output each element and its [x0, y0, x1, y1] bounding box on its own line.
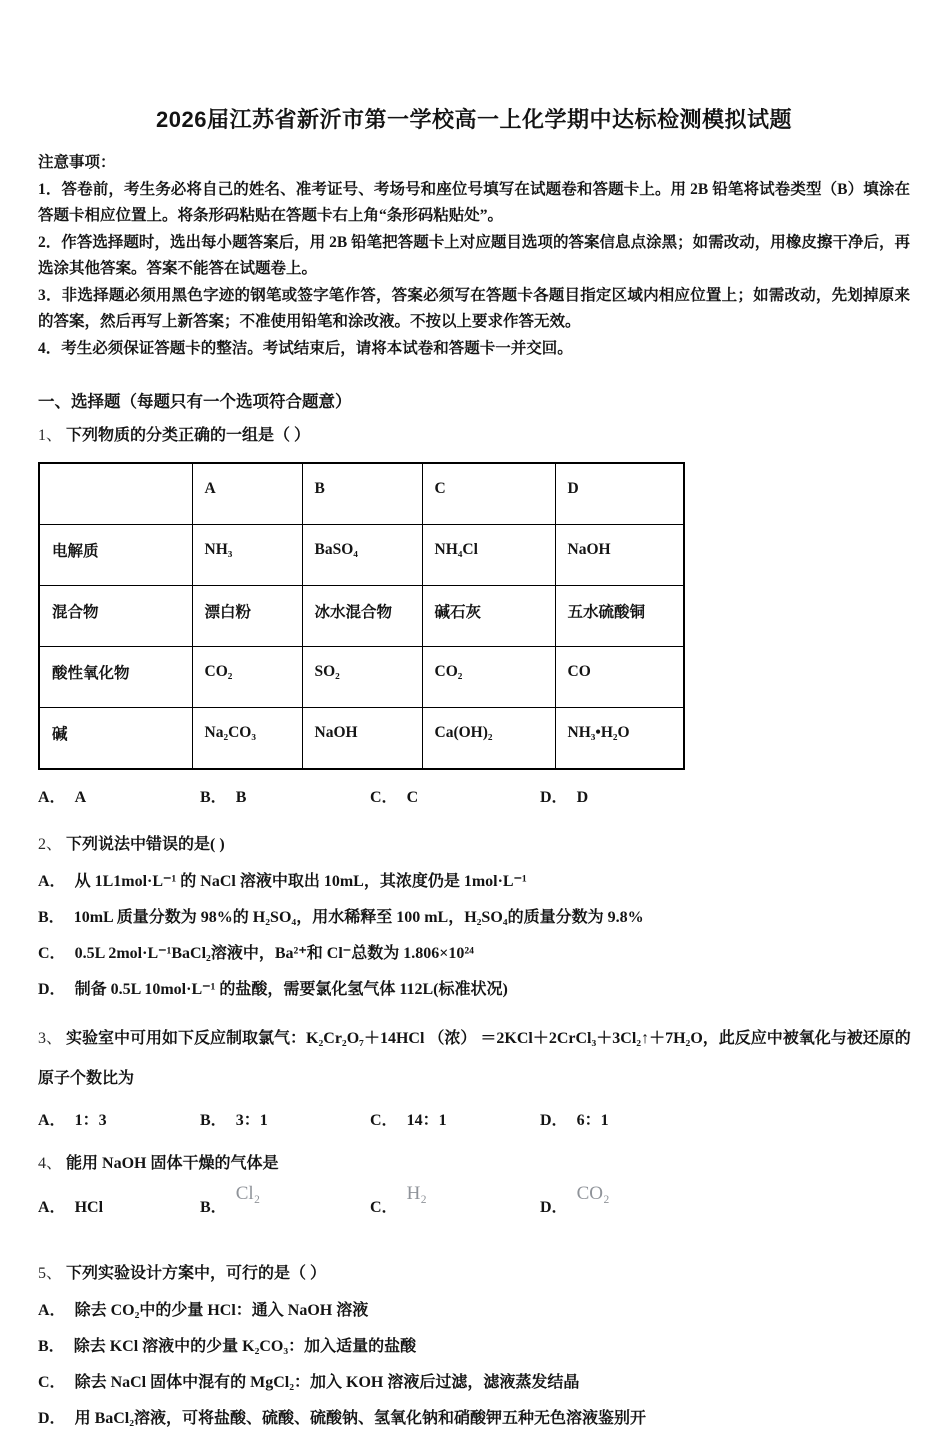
option-item	[38, 1408, 910, 1430]
table-cell: BaSO₄	[302, 525, 422, 586]
question-3	[38, 1019, 918, 1099]
option-item	[370, 1183, 540, 1218]
option-item	[38, 943, 910, 965]
question-1-text: 下列物质的分类正确的一组是（ ）	[66, 427, 311, 444]
option-text: D	[576, 789, 589, 806]
table-header-cell: D	[555, 463, 684, 525]
table-cell: 五水硫酸铜	[555, 586, 684, 647]
page-title: 2026届江苏省新沂市第一学校高一上化学期中达标检测模拟试题	[156, 107, 792, 132]
option-item	[38, 979, 910, 1001]
option-text: 6：1	[576, 1112, 609, 1129]
option-text: 14：1	[406, 1112, 447, 1129]
table-cell: 漂白粉	[192, 586, 302, 647]
option-item	[370, 784, 540, 807]
option-formula: Cl₂	[235, 1183, 261, 1204]
option-text: 用 BaCl₂溶液，可将盐酸、硫酸、硫酸钠、氢氧化钠和硝酸钾五种无色溶液鉴别开	[74, 1410, 647, 1427]
option-text: 除去 CO₂中的少量 HCl：通入 NaOH 溶液	[74, 1302, 369, 1319]
notes-label: 注意事项：	[38, 154, 116, 171]
option-letter: C．	[370, 1199, 398, 1216]
question-3-options	[38, 1107, 910, 1130]
table-cell: CO₂	[192, 647, 302, 708]
question-4	[38, 1152, 910, 1176]
option-item	[38, 907, 910, 929]
option-letter: C．	[370, 1112, 398, 1129]
question-4-options	[38, 1183, 910, 1238]
table-row	[39, 525, 684, 586]
question-4-number: 4、	[38, 1155, 63, 1172]
option-text: 0.5L 2mol·L⁻¹BaCl₂溶液中，Ba²⁺和 Cl⁻总数为 1.806×10²⁴	[74, 945, 474, 962]
option-letter: D．	[38, 981, 66, 998]
option-letter: A．	[38, 789, 66, 806]
option-letter: D．	[38, 1410, 66, 1427]
option-letter: B．	[200, 789, 227, 806]
question-3-number: 3、	[38, 1030, 63, 1047]
question-5-text: 下列实验设计方案中，可行的是（ ）	[66, 1265, 327, 1282]
table-cell: Ca(OH)₂	[422, 708, 555, 770]
option-text: 10mL 质量分数为 98%的 H₂SO₄，用水稀释至 100 mL，H₂SO₄的质量分数为 9.8%	[73, 909, 644, 926]
option-item	[540, 784, 588, 807]
option-item	[38, 1372, 910, 1394]
option-letter: D．	[540, 1112, 568, 1129]
option-letter: B．	[38, 909, 65, 926]
table-cell: CO	[555, 647, 684, 708]
note-item: 3．非选择题必须用黑色字迹的钢笔或签字笔作答，答案必须写在答题卡各题目指定区域内相应位置上；如需改动，先划掉原来的答案，然后再写上新答案；不准使用铅笔和涂改液。不按以上要求作答无效。	[38, 286, 910, 330]
option-formula: H₂	[406, 1183, 427, 1204]
table-cell: CO₂	[422, 647, 555, 708]
table-row	[39, 647, 684, 708]
table-row	[39, 586, 684, 647]
option-item	[38, 784, 200, 807]
option-text: 除去 KCl 溶液中的少量 K₂CO₃：加入适量的盐酸	[73, 1338, 417, 1355]
table-header-row	[39, 463, 684, 525]
question-5	[38, 1262, 910, 1286]
option-item	[38, 1194, 200, 1217]
table-cell: 碱石灰	[422, 586, 555, 647]
question-2-number: 2、	[38, 836, 63, 853]
question-1	[38, 424, 910, 448]
note-item: 1．答卷前，考生务必将自己的姓名、准考证号、考场号和座位号填写在试题卷和答题卡上。用 2B 铅笔将试卷类型（B）填涂在答题卡相应位置上。将条形码粘贴在答题卡右上角“条形码粘贴处”。	[38, 180, 910, 224]
option-item	[200, 1107, 370, 1130]
option-text: B	[235, 789, 247, 806]
table-cell: NH₃•H₂O	[555, 708, 684, 770]
option-text: 1：3	[74, 1112, 107, 1129]
table-cell: 混合物	[39, 586, 192, 647]
option-letter: B．	[200, 1112, 227, 1129]
option-text: A	[74, 789, 87, 806]
option-letter: B．	[200, 1199, 227, 1216]
option-formula: CO₂	[576, 1183, 610, 1204]
option-item	[540, 1183, 610, 1218]
table-row	[39, 708, 684, 770]
note-item: 4．考生必须保证答题卡的整洁。考试结束后，请将本试卷和答题卡一并交回。	[38, 339, 573, 357]
option-item	[200, 784, 370, 807]
option-letter: C．	[370, 789, 398, 806]
table-header-cell: C	[422, 463, 555, 525]
question-2	[38, 833, 910, 857]
option-item	[370, 1107, 540, 1130]
notes-section	[38, 150, 910, 362]
option-formula: HCl	[74, 1199, 104, 1216]
question-5-number: 5、	[38, 1265, 63, 1282]
table-header-cell: A	[192, 463, 302, 525]
table-header-cell: B	[302, 463, 422, 525]
note-item: 2．作答选择题时，选出每小题答案后，用 2B 铅笔把答题卡上对应题目选项的答案信息点涂黑；如需改动，用橡皮擦干净后，再选涂其他答案。答案不能答在试题卷上。	[38, 233, 910, 277]
option-letter: D．	[540, 1199, 568, 1216]
question-2-text: 下列说法中错误的是( )	[66, 836, 225, 853]
option-letter: C．	[38, 1374, 66, 1391]
question-3-text: 实验室中可用如下反应制取氯气：K₂Cr₂O₇＋14HCl （浓） ＝2KCl＋2CrCl₃＋3Cl₂↑＋7H₂O，此反应中被氧化与被还原的原子个数比为	[38, 1030, 911, 1087]
option-item	[38, 1336, 910, 1358]
table-cell: NaOH	[555, 525, 684, 586]
table-cell: 电解质	[39, 525, 192, 586]
option-text: 从 1L1mol·L⁻¹ 的 NaCl 溶液中取出 10mL，其浓度仍是 1mol·L⁻¹	[74, 873, 527, 890]
table-cell: 酸性氧化物	[39, 647, 192, 708]
table-cell: NH₄Cl	[422, 525, 555, 586]
option-text: C	[406, 789, 419, 806]
option-item	[540, 1107, 609, 1130]
option-text: 3：1	[235, 1112, 268, 1129]
option-text: 制备 0.5L 10mol·L⁻¹ 的盐酸，需要氯化氢气体 112L(标准状况)	[74, 981, 508, 998]
option-letter: B．	[38, 1338, 65, 1355]
option-text: 除去 NaCl 固体中混有的 MgCl₂：加入 KOH 溶液后过滤，滤液蒸发结晶	[74, 1374, 580, 1391]
table-cell: 碱	[39, 708, 192, 770]
table-cell: SO₂	[302, 647, 422, 708]
section-heading: 一、选择题（每题只有一个选项符合题意）	[38, 392, 352, 411]
question-1-number: 1、	[38, 427, 63, 444]
table-cell: 冰水混合物	[302, 586, 422, 647]
option-letter: D．	[540, 789, 568, 806]
table-cell: Na₂CO₃	[192, 708, 302, 770]
option-letter: A．	[38, 1302, 66, 1319]
option-letter: A．	[38, 1112, 66, 1129]
option-item	[38, 1107, 200, 1130]
option-item	[200, 1183, 370, 1218]
option-letter: A．	[38, 873, 66, 890]
table-header-cell	[39, 463, 192, 525]
classification-table	[38, 462, 685, 770]
question-4-text: 能用 NaOH 固体干燥的气体是	[66, 1155, 279, 1172]
option-letter: C．	[38, 945, 66, 962]
table-cell: NaOH	[302, 708, 422, 770]
question-1-options	[38, 784, 910, 807]
option-item	[38, 1300, 910, 1322]
option-item	[38, 871, 910, 893]
option-letter: A．	[38, 1199, 66, 1216]
table-cell: NH₃	[192, 525, 302, 586]
